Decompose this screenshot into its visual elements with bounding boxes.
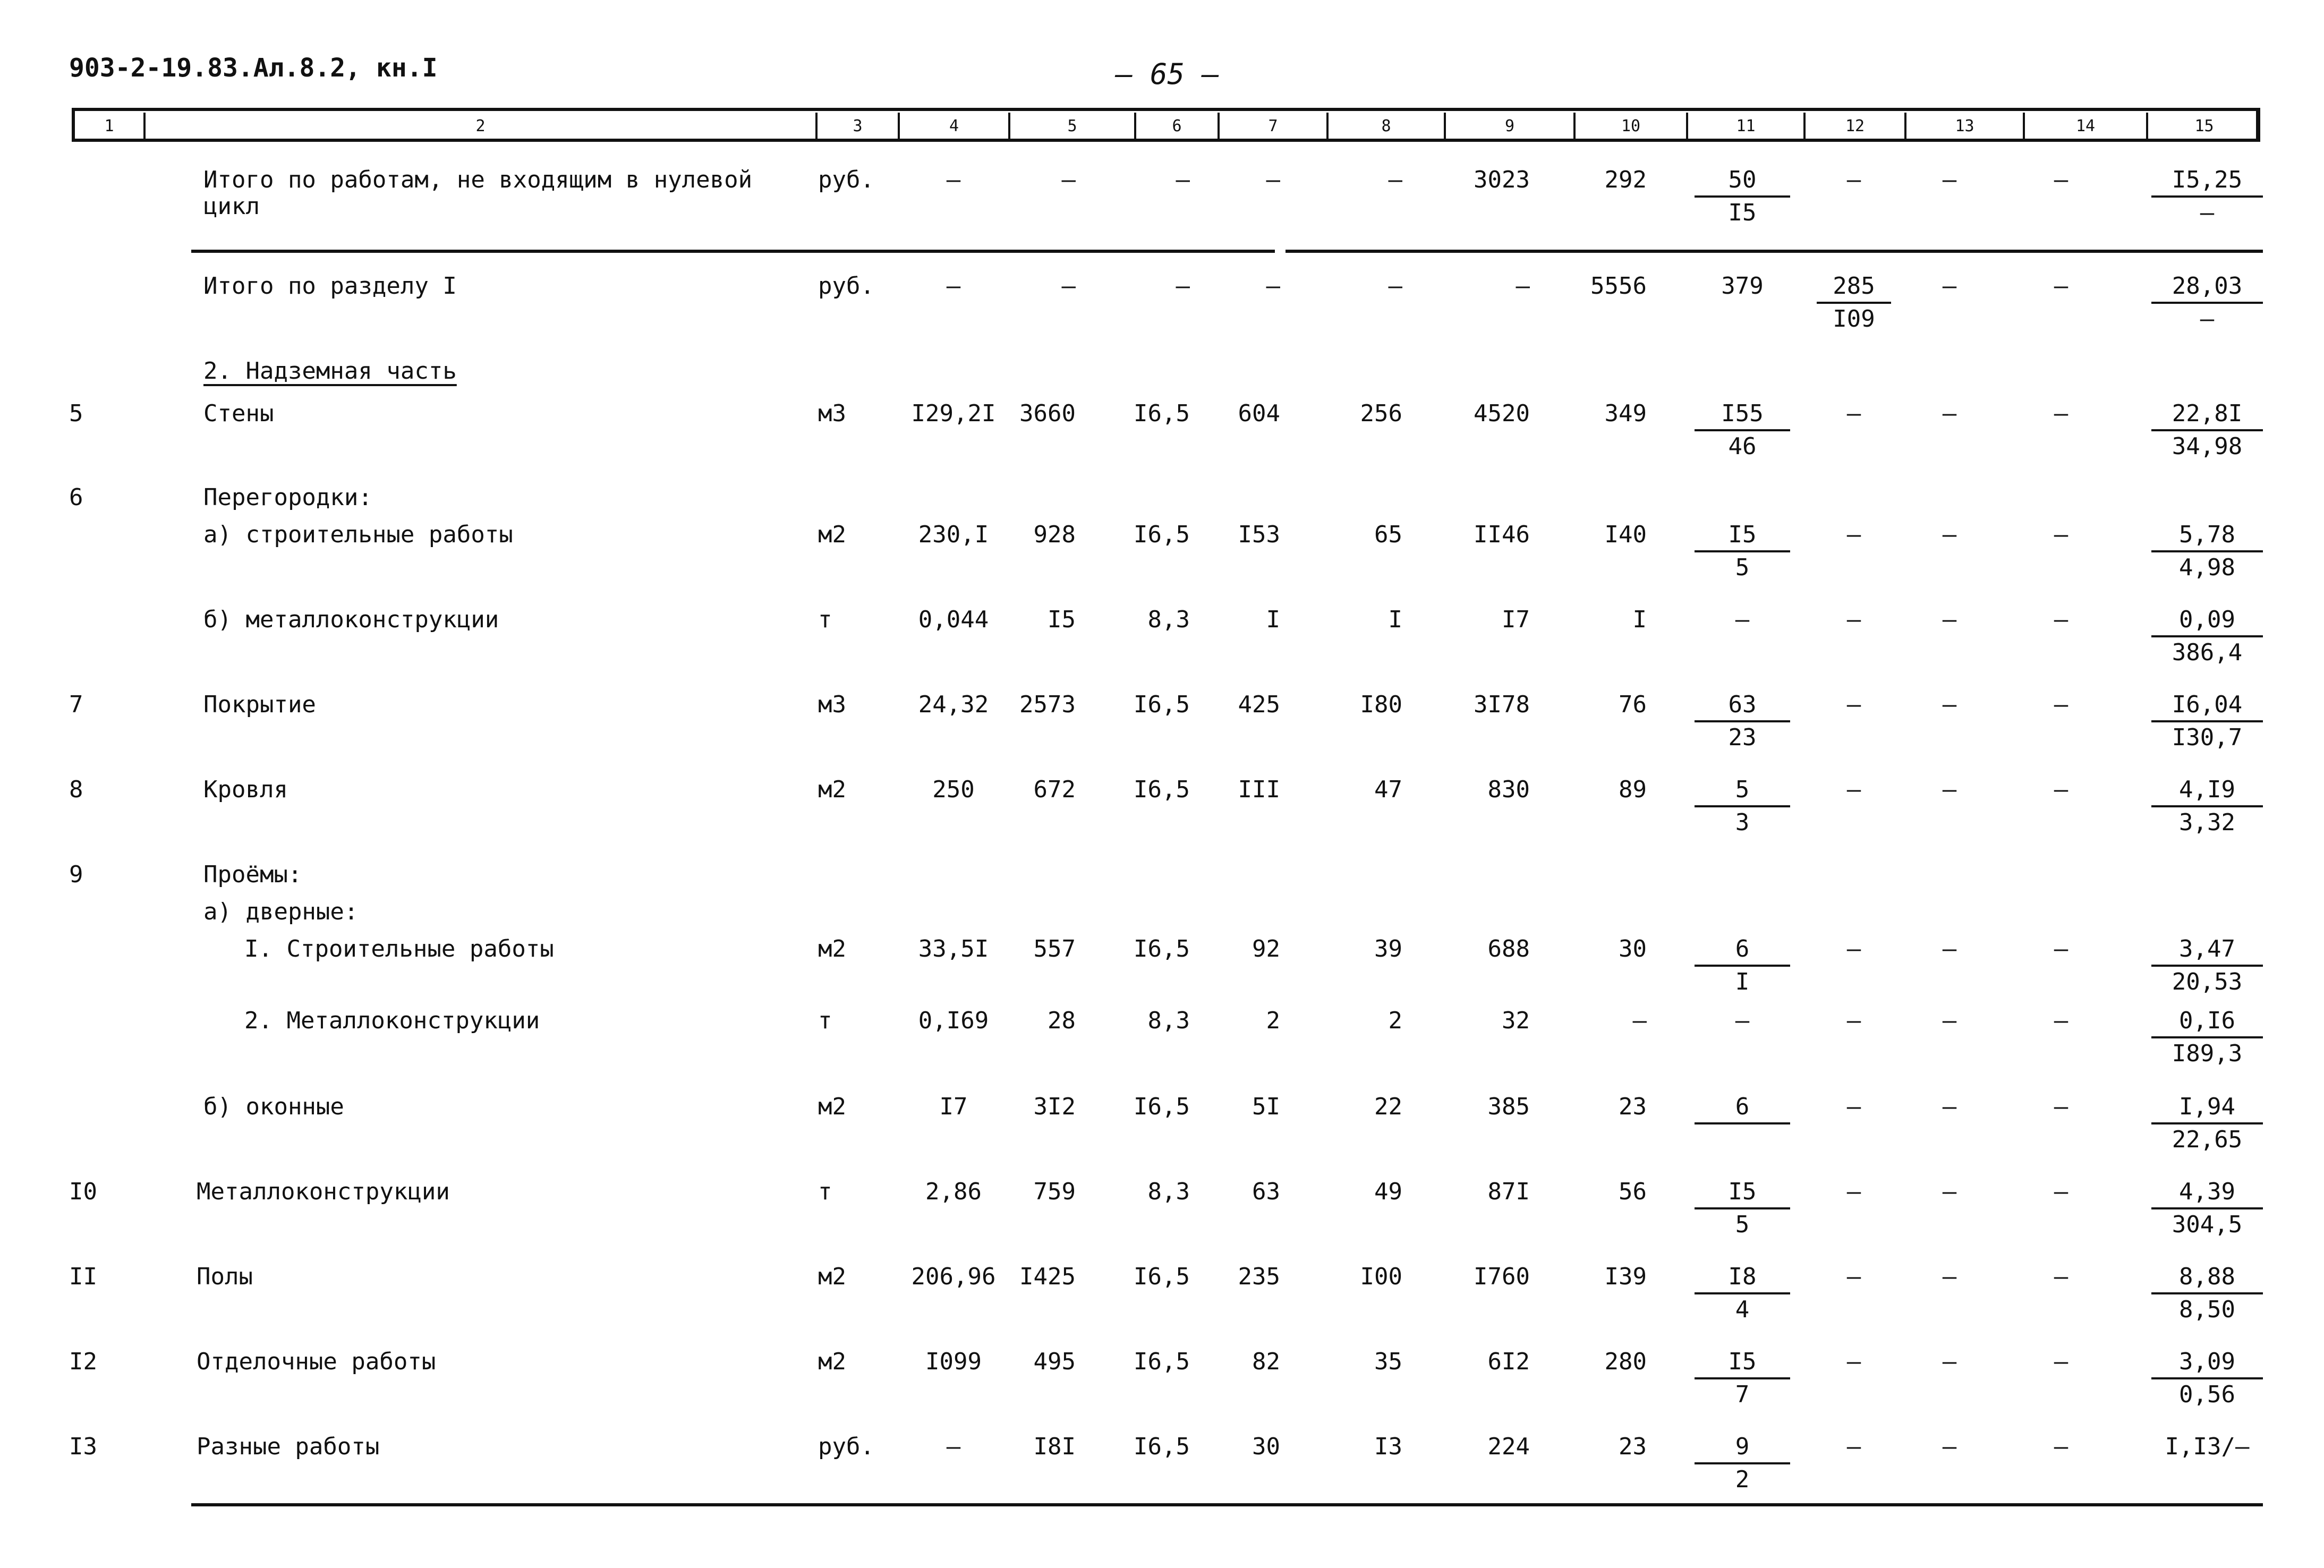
work-name: Отделочные работы <box>197 1348 436 1375</box>
cell-col8: 47 <box>1374 776 1402 803</box>
cell-col5: I8I <box>1033 1433 1076 1460</box>
cell-col7: 63 <box>1252 1178 1280 1205</box>
cell-col12: – <box>1846 776 1861 803</box>
cell-col5: – <box>1061 166 1076 193</box>
cell-col13: – <box>1942 166 1957 193</box>
cell-col13: – <box>1942 1178 1957 1205</box>
cell-col4: 24,32 <box>918 691 989 718</box>
cell-col6: I6,5 <box>1134 776 1190 803</box>
cell-col13: – <box>1942 691 1957 718</box>
fraction-col15 <box>2151 165 2263 228</box>
cell-col9: 87I <box>1487 1178 1530 1205</box>
cell-col9: – <box>1516 272 1530 300</box>
fraction-col11 <box>1695 165 1790 228</box>
fraction-numerator: 9 <box>1695 1431 1790 1464</box>
cell-col4: 230,I <box>918 521 989 548</box>
cell-col7: 5I <box>1252 1093 1280 1120</box>
header-col-2: 2 <box>143 113 815 140</box>
cell-col5: 3I2 <box>1033 1093 1076 1120</box>
row-number: I2 <box>69 1348 97 1375</box>
cell-col12: – <box>1846 521 1861 548</box>
cell-col12: – <box>1846 400 1861 427</box>
cell-col14: – <box>2054 1263 2068 1290</box>
fraction-denominator: – <box>2200 305 2215 333</box>
cell-col10: 292 <box>1604 166 1647 193</box>
fraction-numerator: 8,88 <box>2151 1262 2263 1294</box>
document-code: 903-2-19.83.Ал.8.2, кн.I <box>69 53 438 83</box>
work-name: а) дверные: <box>203 898 359 925</box>
row-number: 8 <box>69 776 83 803</box>
cell-col4: 0,I69 <box>918 1007 989 1034</box>
fraction-numerator: 50 <box>1695 165 1790 198</box>
header-col-14: 14 <box>2023 113 2146 140</box>
fraction-denominator: 3,32 <box>2179 809 2235 836</box>
fraction-col11 <box>1695 1262 1790 1325</box>
header-col-5: 5 <box>1008 113 1134 140</box>
cell-col14: – <box>2054 606 2068 633</box>
cell-col12: – <box>1846 166 1861 193</box>
cell-col4: 0,044 <box>918 606 989 633</box>
cell-col6: I6,5 <box>1134 1433 1190 1460</box>
fraction-col15 <box>2151 519 2263 583</box>
cell-col10: 23 <box>1619 1093 1647 1120</box>
page-number: — 65 — <box>1116 57 1220 91</box>
cell-col8: 22 <box>1374 1093 1402 1120</box>
fraction-col15 <box>2151 934 2263 998</box>
work-name: Покрытие <box>203 691 316 718</box>
cell-col13: – <box>1942 400 1957 427</box>
work-name: а) строительные работы <box>203 521 513 548</box>
work-name: Стены <box>203 400 274 427</box>
header-col-6: 6 <box>1134 113 1218 140</box>
cell-col6: I6,5 <box>1134 691 1190 718</box>
cell-col4: – <box>946 166 961 193</box>
unit-cell: м3 <box>818 400 846 427</box>
header-col-4: 4 <box>898 113 1008 140</box>
fraction-col15 <box>2151 1177 2263 1240</box>
cell-col8: 256 <box>1360 400 1402 427</box>
work-name: Итого по работам, не входящим в нулевой <box>203 166 753 193</box>
unit-cell: руб. <box>818 272 874 300</box>
fraction-denominator: 4,98 <box>2179 554 2235 581</box>
cell-col15: I,I3/– <box>2165 1433 2250 1460</box>
row-number: II <box>69 1263 97 1290</box>
cell-col7: 425 <box>1238 691 1280 718</box>
work-name: Полы <box>197 1263 253 1290</box>
fraction-numerator: 6 <box>1695 934 1790 967</box>
cell-col10: 280 <box>1604 1348 1647 1375</box>
fraction-denominator: 34,98 <box>2172 433 2243 460</box>
header-col-1: 1 <box>104 117 114 135</box>
fraction-numerator: 285 <box>1817 271 1891 304</box>
cell-col13: – <box>1942 935 1957 962</box>
cell-col7: I53 <box>1238 521 1280 548</box>
fraction-numerator: 0,I6 <box>2151 1005 2263 1038</box>
cell-col8: I80 <box>1360 691 1402 718</box>
unit-cell: м2 <box>818 1263 846 1290</box>
header-col-11: 11 <box>1686 113 1803 140</box>
fraction-col15 <box>2151 1005 2263 1069</box>
cell-col9: II46 <box>1474 521 1530 548</box>
cell-col8: – <box>1388 166 1402 193</box>
cell-col12: – <box>1846 1263 1861 1290</box>
fraction-numerator: 5 <box>1695 774 1790 807</box>
cell-col9: 4520 <box>1474 400 1530 427</box>
fraction-numerator: I5,25 <box>2151 165 2263 198</box>
cell-col7: 30 <box>1252 1433 1280 1460</box>
row-number: 9 <box>69 861 83 888</box>
work-name: цикл <box>203 193 260 220</box>
cell-col10: 23 <box>1619 1433 1647 1460</box>
cell-col7: I <box>1266 606 1280 633</box>
cell-col12: – <box>1846 691 1861 718</box>
cell-col14: – <box>2054 1093 2068 1120</box>
work-name: Итого по разделу I <box>203 272 457 300</box>
header-col-13: 13 <box>1904 113 2023 140</box>
separator-line <box>1286 250 2263 253</box>
cell-col13: – <box>1942 606 1957 633</box>
fraction-col15 <box>2151 271 2263 335</box>
cell-col11: 379 <box>1721 272 1764 300</box>
cell-col9: 385 <box>1487 1093 1530 1120</box>
cell-col9: I7 <box>1502 606 1530 633</box>
cell-col14: – <box>2054 691 2068 718</box>
cell-col13: – <box>1942 1348 1957 1375</box>
cell-col6: I6,5 <box>1134 1093 1190 1120</box>
fraction-numerator: I,94 <box>2151 1092 2263 1124</box>
cell-col6: 8,3 <box>1147 1178 1190 1205</box>
cell-col9: 224 <box>1487 1433 1530 1460</box>
cell-col10: 76 <box>1619 691 1647 718</box>
fraction-numerator: 4,39 <box>2151 1177 2263 1209</box>
bottom-rule <box>191 1503 2263 1506</box>
cell-col8: 65 <box>1374 521 1402 548</box>
cell-col4: 2,86 <box>925 1178 982 1205</box>
cell-col11: – <box>1735 1007 1750 1034</box>
cell-col4: 33,5I <box>918 935 989 962</box>
fraction-col11 <box>1695 1347 1790 1410</box>
row-number: I3 <box>69 1433 97 1460</box>
cell-col5: 759 <box>1033 1178 1076 1205</box>
cell-col12: – <box>1846 1178 1861 1205</box>
work-name: I. Строительные работы <box>244 935 554 962</box>
unit-cell: т <box>818 606 832 633</box>
header-col-8: 8 <box>1326 113 1444 140</box>
cell-col7: – <box>1266 166 1280 193</box>
cell-col12: – <box>1846 935 1861 962</box>
cell-col10: – <box>1632 1007 1647 1034</box>
cell-col8: 39 <box>1374 935 1402 962</box>
fraction-col11 <box>1695 1092 1790 1155</box>
fraction-col11 <box>1695 774 1790 838</box>
work-name: Перегородки: <box>203 484 372 511</box>
cell-col5: 672 <box>1033 776 1076 803</box>
fraction-denominator: 386,4 <box>2172 639 2243 666</box>
fraction-numerator: 4,I9 <box>2151 774 2263 807</box>
work-name: Разные работы <box>197 1433 380 1460</box>
fraction-col11 <box>1695 1177 1790 1240</box>
cell-col7: 92 <box>1252 935 1280 962</box>
cell-col12: – <box>1846 1007 1861 1034</box>
cell-col7: – <box>1266 272 1280 300</box>
cell-col9: I760 <box>1474 1263 1530 1290</box>
cell-col14: – <box>2054 272 2068 300</box>
fraction-col15 <box>2151 689 2263 753</box>
cell-col6: – <box>1176 272 1190 300</box>
cell-col10: 5556 <box>1590 272 1647 300</box>
cell-col4: I7 <box>939 1093 968 1120</box>
cell-col5: 928 <box>1033 521 1076 548</box>
cell-col5: 557 <box>1033 935 1076 962</box>
cell-col6: – <box>1176 166 1190 193</box>
fraction-denominator: I <box>1735 968 1750 995</box>
unit-cell: м2 <box>818 1348 846 1375</box>
cell-col7: 82 <box>1252 1348 1280 1375</box>
cell-col8: – <box>1388 272 1402 300</box>
section-title: 2. Надземная часть <box>203 357 457 385</box>
cell-col14: – <box>2054 166 2068 193</box>
fraction-col11 <box>1695 1431 1790 1495</box>
fraction-numerator: I8 <box>1695 1262 1790 1294</box>
unit-cell: руб. <box>818 1433 874 1460</box>
fraction-numerator: 28,03 <box>2151 271 2263 304</box>
fraction-col15 <box>2151 1347 2263 1410</box>
fraction-denominator: – <box>2200 199 2215 226</box>
fraction-denominator: 0,56 <box>2179 1381 2235 1408</box>
work-name: б) металлоконструкции <box>203 606 499 633</box>
fraction-col15 <box>2151 604 2263 668</box>
unit-cell: м2 <box>818 935 846 962</box>
header-col-15: 15 <box>2146 113 2260 140</box>
cell-col7: 235 <box>1238 1263 1280 1290</box>
fraction-denominator: 4 <box>1735 1296 1750 1323</box>
fraction-col15 <box>2151 398 2263 462</box>
cell-col14: – <box>2054 1178 2068 1205</box>
fraction-denominator: I5 <box>1728 199 1757 226</box>
fraction-denominator <box>1695 1124 1790 1155</box>
unit-cell: т <box>818 1178 832 1205</box>
cell-col9: 3023 <box>1474 166 1530 193</box>
fraction-numerator: 3,47 <box>2151 934 2263 967</box>
row-number: 5 <box>69 400 83 427</box>
fraction-col11 <box>1695 519 1790 583</box>
cell-col10: 30 <box>1619 935 1647 962</box>
fraction-numerator: I55 <box>1695 398 1790 431</box>
fraction-col15 <box>2151 1092 2263 1155</box>
cell-col4: I099 <box>925 1348 982 1375</box>
cell-col8: I <box>1388 606 1402 633</box>
cell-col6: I6,5 <box>1134 935 1190 962</box>
fraction-numerator: 0,09 <box>2151 604 2263 637</box>
fraction-denominator: 20,53 <box>2172 968 2243 995</box>
cell-col7: 2 <box>1266 1007 1280 1034</box>
header-col-7: 7 <box>1218 113 1326 140</box>
cell-col13: – <box>1942 1093 1957 1120</box>
cell-col12: – <box>1846 1348 1861 1375</box>
fraction-numerator: I5 <box>1695 1347 1790 1379</box>
cell-col6: 8,3 <box>1147 606 1190 633</box>
cell-col6: I6,5 <box>1134 400 1190 427</box>
cell-col12: – <box>1846 1433 1861 1460</box>
cell-col10: 56 <box>1619 1178 1647 1205</box>
cell-col14: – <box>2054 521 2068 548</box>
work-name: Кровля <box>203 776 288 803</box>
fraction-col11 <box>1695 934 1790 998</box>
fraction-denominator: 7 <box>1735 1381 1750 1408</box>
cell-col8: I3 <box>1374 1433 1402 1460</box>
fraction-numerator: 5,78 <box>2151 519 2263 552</box>
cell-col7: III <box>1238 776 1280 803</box>
fraction-numerator: 3,09 <box>2151 1347 2263 1379</box>
cell-col4: 206,96 <box>911 1263 996 1290</box>
fraction-denominator: 5 <box>1735 554 1750 581</box>
header-col-3: 3 <box>815 113 898 140</box>
cell-col13: – <box>1942 272 1957 300</box>
cell-col5: I5 <box>1048 606 1076 633</box>
cell-col10: 349 <box>1604 400 1647 427</box>
cell-col13: – <box>1942 1433 1957 1460</box>
cell-col5: I425 <box>1019 1263 1076 1290</box>
cell-col5: 2573 <box>1019 691 1076 718</box>
cell-col14: – <box>2054 1007 2068 1034</box>
fraction-denominator: 8,50 <box>2179 1296 2235 1323</box>
work-name: Металлоконструкции <box>197 1178 450 1205</box>
cell-col14: – <box>2054 1348 2068 1375</box>
cell-col6: I6,5 <box>1134 521 1190 548</box>
cell-col10: I39 <box>1604 1263 1647 1290</box>
fraction-col15 <box>2151 774 2263 838</box>
row-number: 6 <box>69 484 83 511</box>
fraction-numerator: I5 <box>1695 519 1790 552</box>
cell-col7: 604 <box>1238 400 1280 427</box>
cell-col9: 6I2 <box>1487 1348 1530 1375</box>
fraction-denominator: 2 <box>1735 1466 1750 1493</box>
cell-col6: I6,5 <box>1134 1348 1190 1375</box>
cell-col4: 250 <box>932 776 975 803</box>
fraction-col11 <box>1695 398 1790 462</box>
fraction-numerator: 6 <box>1695 1092 1790 1124</box>
fraction-denominator: 23 <box>1728 724 1757 751</box>
row-number: 7 <box>69 691 83 718</box>
unit-cell: м3 <box>818 691 846 718</box>
cell-col5: 28 <box>1048 1007 1076 1034</box>
cell-col5: 3660 <box>1019 400 1076 427</box>
work-name: б) оконные <box>203 1093 344 1120</box>
cell-col8: 35 <box>1374 1348 1402 1375</box>
cell-col9: 32 <box>1502 1007 1530 1034</box>
unit-cell: м2 <box>818 776 846 803</box>
unit-cell: т <box>818 1007 832 1034</box>
cell-col8: 2 <box>1388 1007 1402 1034</box>
fraction-denominator: 3 <box>1735 809 1750 836</box>
cell-col9: 3I78 <box>1474 691 1530 718</box>
cell-col14: – <box>2054 1433 2068 1460</box>
header-col-9: 9 <box>1444 113 1573 140</box>
header-col-10: 10 <box>1573 113 1686 140</box>
work-name: 2. Металлоконструкции <box>244 1007 540 1034</box>
cell-col13: – <box>1942 1263 1957 1290</box>
fraction-denominator: 304,5 <box>2172 1211 2243 1238</box>
row-number: I0 <box>69 1178 97 1205</box>
fraction-denominator: I30,7 <box>2172 724 2243 751</box>
cell-col4: – <box>946 1433 961 1460</box>
cell-col8: 49 <box>1374 1178 1402 1205</box>
cell-col4: – <box>946 272 961 300</box>
fraction-numerator: 22,8I <box>2151 398 2263 431</box>
cell-col8: I00 <box>1360 1263 1402 1290</box>
fraction-denominator: 22,65 <box>2172 1126 2243 1153</box>
unit-cell: м2 <box>818 521 846 548</box>
fraction-col15 <box>2151 1262 2263 1325</box>
cell-col14: – <box>2054 935 2068 962</box>
fraction-numerator: I6,04 <box>2151 689 2263 722</box>
header-col-12: 12 <box>1803 113 1904 140</box>
fraction-denominator: I09 <box>1833 305 1875 333</box>
unit-cell: м2 <box>818 1093 846 1120</box>
cell-col12: – <box>1846 1093 1861 1120</box>
cell-col4: I29,2I <box>911 400 996 427</box>
cell-col14: – <box>2054 776 2068 803</box>
fraction-col12 <box>1817 271 1891 335</box>
cell-col13: – <box>1942 521 1957 548</box>
cell-col11: – <box>1735 606 1750 633</box>
cell-col14: – <box>2054 400 2068 427</box>
cell-col12: – <box>1846 606 1861 633</box>
fraction-numerator: I5 <box>1695 1177 1790 1209</box>
cell-col13: – <box>1942 776 1957 803</box>
cell-col10: I40 <box>1604 521 1647 548</box>
cell-col5: 495 <box>1033 1348 1076 1375</box>
cell-col10: I <box>1632 606 1647 633</box>
work-name: Проёмы: <box>203 861 302 888</box>
cell-col6: I6,5 <box>1134 1263 1190 1290</box>
unit-cell: руб. <box>818 166 874 193</box>
separator-line <box>191 250 1275 253</box>
cell-col10: 89 <box>1619 776 1647 803</box>
cell-col13: – <box>1942 1007 1957 1034</box>
fraction-numerator: 63 <box>1695 689 1790 722</box>
fraction-denominator: 46 <box>1728 433 1757 460</box>
fraction-col11 <box>1695 689 1790 753</box>
cell-col9: 688 <box>1487 935 1530 962</box>
cell-col5: – <box>1061 272 1076 300</box>
cell-col9: 830 <box>1487 776 1530 803</box>
fraction-denominator: I89,3 <box>2172 1040 2243 1067</box>
fraction-denominator: 5 <box>1735 1211 1750 1238</box>
cell-col6: 8,3 <box>1147 1007 1190 1034</box>
